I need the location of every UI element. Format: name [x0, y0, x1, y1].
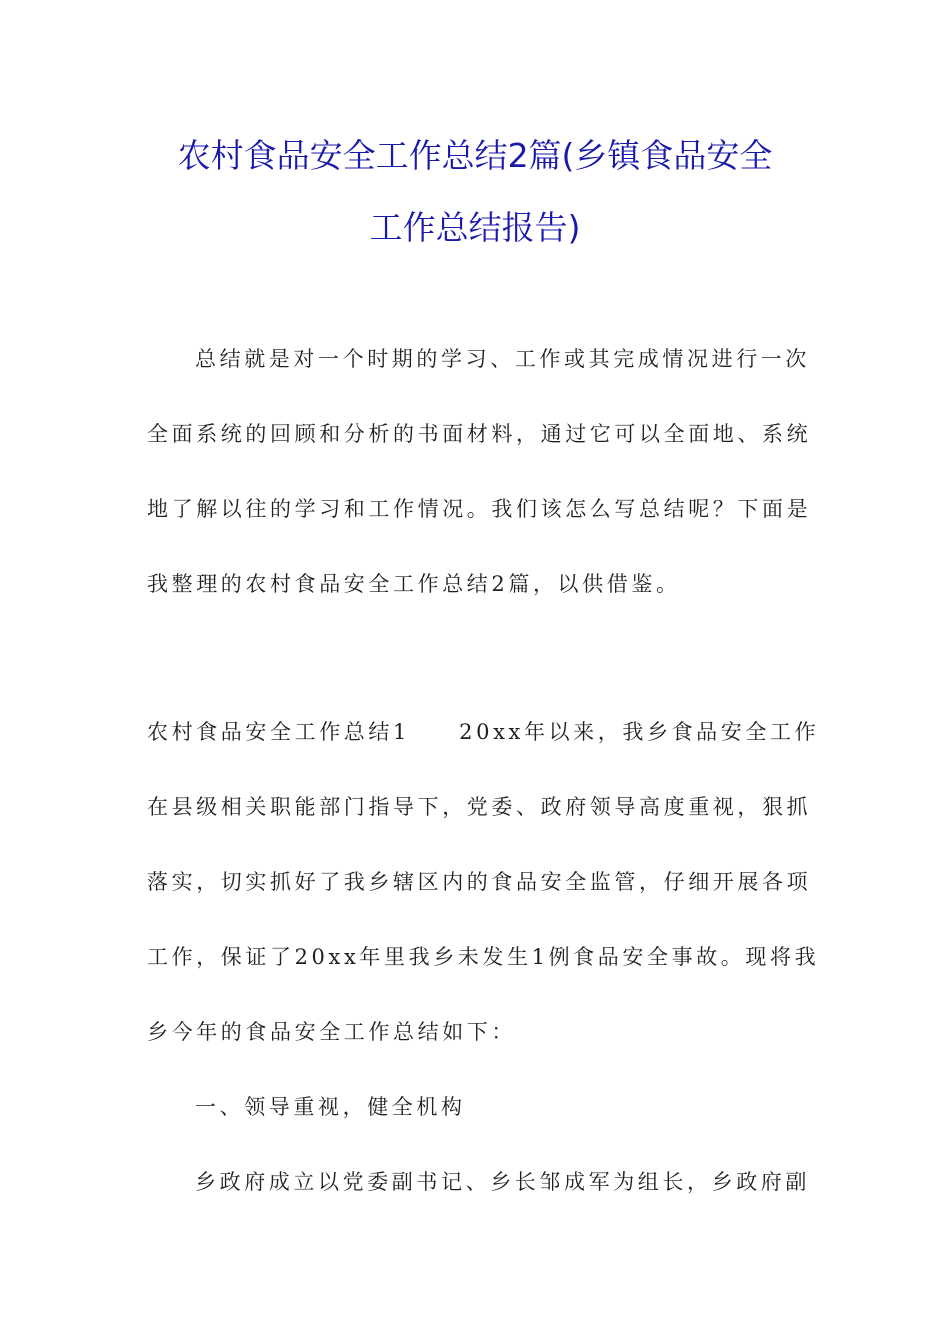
intro-line-3: 地了解以往的学习和工作情况。我们该怎么写总结呢？下面是 [147, 497, 812, 521]
intro-line-2: 全面系统的回顾和分析的书面材料，通过它可以全面地、系统 [147, 422, 812, 446]
section-1-line-1: 农村食品安全工作总结1 20xx年以来，我乡食品安全工作 [147, 720, 820, 744]
section-1-line-4: 工作，保证了20xx年里我乡未发生1例食品安全事故。现将我 [147, 945, 820, 969]
intro-line-4: 我整理的农村食品安全工作总结2篇，以供借鉴。 [147, 572, 681, 596]
section-1-line-3: 落实，切实抓好了我乡辖区内的食品安全监管，仔细开展各项 [147, 870, 812, 894]
section-1-line-2: 在县级相关职能部门指导下，党委、政府领导高度重视，狠抓 [147, 795, 812, 819]
document-title-line-2: 工作总结报告) [369, 208, 581, 247]
section-1-line-5: 乡今年的食品安全工作总结如下： [147, 1020, 516, 1044]
heading-leadership: 一、领导重视，健全机构 [195, 1095, 466, 1119]
intro-line-1: 总结就是对一个时期的学习、工作或其完成情况进行一次 [195, 347, 810, 371]
document-title-line-1: 农村食品安全工作总结2篇(乡镇食品安全 [177, 136, 773, 175]
leadership-line-1: 乡政府成立以党委副书记、乡长邹成军为组长，乡政府副 [195, 1170, 810, 1194]
